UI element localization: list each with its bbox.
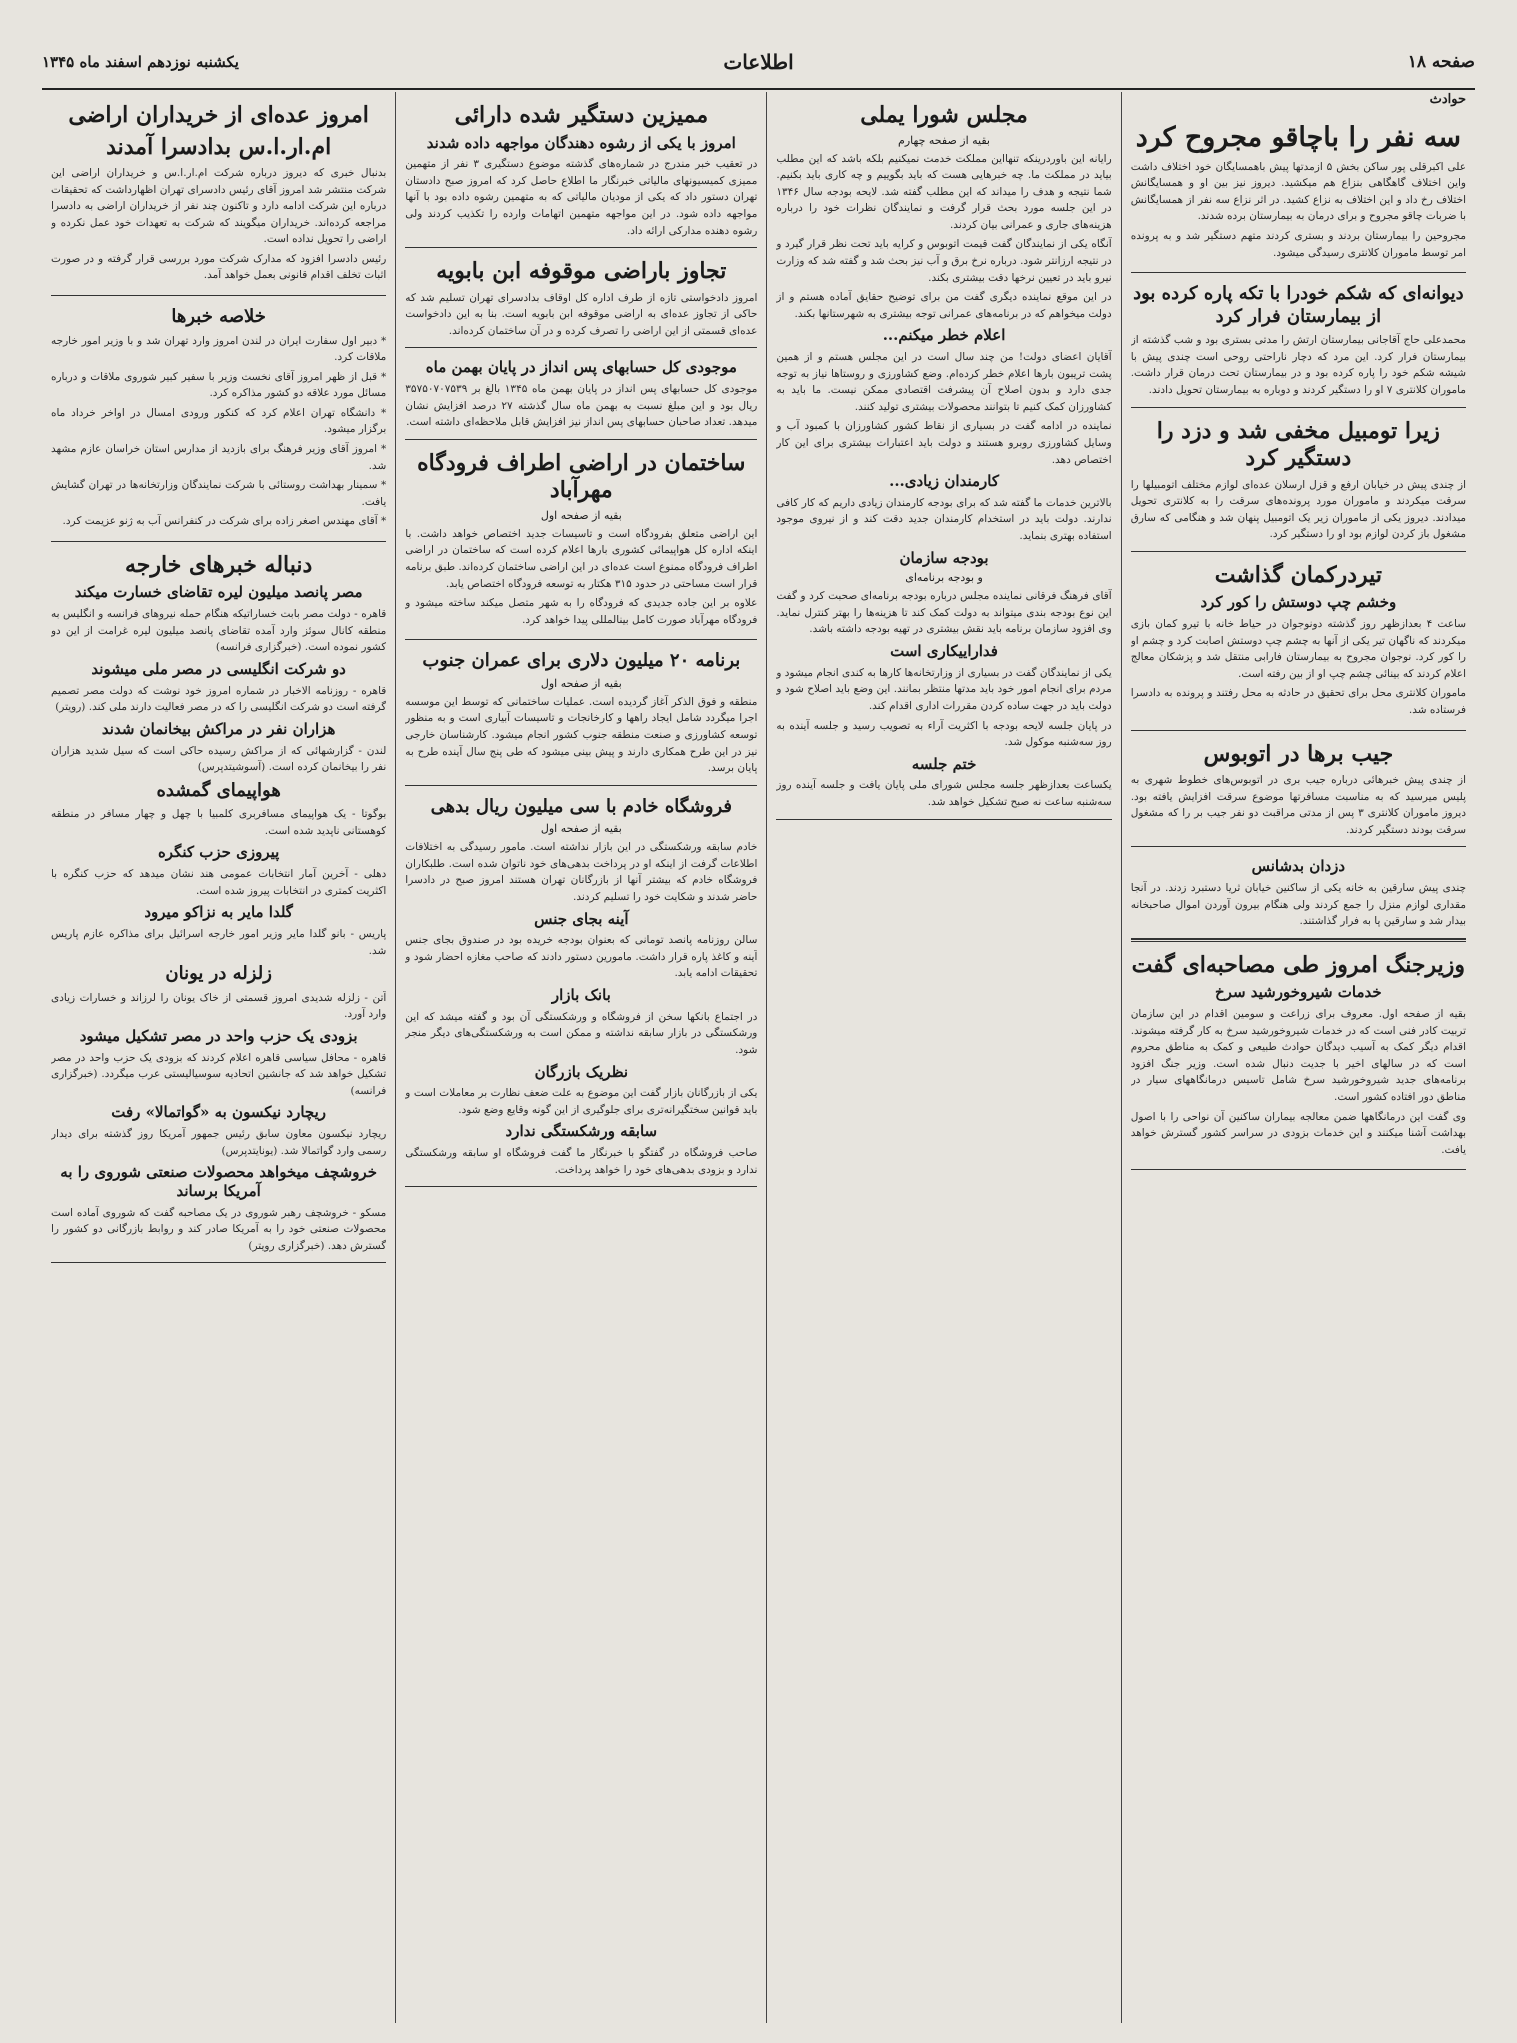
paragraph: بدنبال خبری که دیروز درباره شرکت ام.ار.ا.س و خریداران اراضی این شرکت منتشر شد امروز آقای رئیس دادسرای تهران اظهارداشت که تحقیقات درباره این شرکت ادامه دارد و تاکنون چند نفر از خریداران اراضی به دادسرا مراجعه کرده‌اند. خریداران میگویند که شرکت به تعهدات خود عمل نکرده و اراضی را تحویل نداده است. [50, 167, 387, 246]
article-endowment-land [405, 248, 757, 348]
article-knife-attack [1131, 111, 1466, 273]
column-incidents [1121, 92, 1475, 2023]
section-label: حوادث [1429, 92, 1466, 107]
subheadline: بانک بازار [551, 986, 611, 1005]
continuation-note: بقیه از صفحه چهارم [898, 133, 990, 147]
subheadline: هواپیمای گمشده [156, 779, 281, 801]
article-body [1131, 159, 1466, 261]
page-number: صفحه ۱۸ [1407, 52, 1475, 72]
headline: ساختمان در اراضی اطراف فرودگاه مهرآباد [417, 449, 746, 504]
summary-item: * قبل از ظهر امروز آقای نخست وزیر با سفیر کبیر شوروی ملاقات و درباره مسائل مورد علاقه دو کشور مذاکره کرد. [50, 370, 387, 400]
paragraph: علاوه بر این جاده جدیدی که فرودگاه را به شهر متصل میکند ساخته میشود و فرودگاه مهرآباد صورت کامل بینالمللی پیدا خواهد کرد. [405, 597, 758, 626]
news-summary-box [51, 296, 386, 542]
summary-item: * سمینار بهداشت روستائی با شرکت نمایندگان وزارتخانه‌ها در تهران گشایش یافت. [50, 479, 387, 508]
paragraph: از چندی پیش در خیابان ارفع و قزل ارسلان عده‌ای لوازم مختلف اتومبیلها را سرقت میکردند و ماموران مورد پرونده‌های سرقت را به کلانتری تحویل میدادند. دیروز یکی از ماموران زیر یک اتومبیل پنهان شد و هنگامی که سارق مشغول باز کردن لوازم بود او را دستگیر کرد. [1130, 478, 1466, 541]
subheadline: فداراییکاری است [890, 642, 998, 661]
subheadline: دو شرکت انگلیسی در مصر ملی میشوند [91, 659, 346, 678]
paragraph: نماینده در ادامه گفت در بسیاری از نقاط کشور کشاورزان با کمبود آب و وسایل کشاورزی روبرو هستند و دولت باید اعتبارات بیشتری برای این کار اختصاص دهد. [776, 420, 1112, 466]
paragraph: دهلی - آخرین آمار انتخابات عمومی هند نشان میدهد که حزب کنگره با اکثریت کمتری در انتخابات پیروز شده است. [50, 868, 387, 897]
paragraph: مجروحین را بیمارستان بردند و بستری کردند متهم دستگیر شد و به پرونده امر توسط ماموران کلانتری رسیدگی میشود. [1130, 230, 1466, 259]
headline: وزیرجنگ امروز طی مصاحبه‌ای گفت [1131, 951, 1466, 978]
article-body [776, 349, 1111, 468]
headline: فروشگاه خادم با سی میلیون ریال بدهی [430, 795, 732, 817]
paragraph: قاهره - روزنامه الاخبار در شماره امروز خود نوشت که دولت مصر تصمیم گرفته است دو شرکت انگلیسی را که در مصر فعالیت دارند ملی کند. (رویتر) [50, 684, 387, 714]
summary-item: * امروز آقای وزیر فرهنگ برای بازدید از مدارس استان خراسان عازم مشهد شد. [50, 443, 387, 472]
paragraph: امروز دادخواستی تازه از طرف اداره کل اوقاف بدادسرای تهران تسلیم شد که حاکی از تجاوز عده‌ای به اراضی موقوفه ابن بابویه است. بنا به این دادخواست عده‌ای قسمتی از این اراضی را تصرف کرده و در آن ساختمان کرده‌اند. [405, 291, 758, 337]
paragraph: مسکو - خروشچف رهبر شوروی در یک مصاحبه گفت که شوروی آماده است محصولات صنعتی خود را به آمریکا صادر کند و روابط بازرگانی دو کشور را گسترش دهد. (خبرگزاری رویتر) [50, 1206, 387, 1252]
headline: موجودی کل حسابهای پس انداز در پایان بهمن ماه [425, 358, 737, 377]
paragraph: یکی از بازرگانان بازار گفت این موضوع به علت ضعف نظارت بر معاملات است و باید قوانین سختگیرانه‌تری برای جلوگیری از این گونه وقایع وضع شود. [405, 1087, 758, 1116]
subheadline: آینه بجای جنس [534, 909, 629, 928]
continuation-note: بقیه از صفحه اول [540, 508, 622, 522]
article-airport-land [405, 440, 757, 640]
paragraph: علی اکبرقلی پور ساکن بخش ۵ ازمدتها پیش باهمسایگان خود اختلاف داشت واین اختلاف گاهگاهی بنزاع هم میکشید. دیروز نیز بین او و همسایگانش اختلاف رخ داد و این اختلاف به نزاع کشید. در اثر نزاع سه نفر از همسایگانش با ضربات چاقو مجروح و برای درمان به بیمارستان برده شدند. [1130, 160, 1466, 223]
article-body [1131, 1006, 1466, 1158]
column-finance [395, 92, 766, 2023]
article-war-minister [1131, 939, 1466, 1170]
article-khadem-store [405, 786, 757, 1188]
paragraph: در این موقع نماینده دیگری گفت من برای توضیح حقایق آماده هستم و از دولت میخواهم که در برنامه‌های عمرانی توجه بیشتری به شهرستانها بکند. [776, 291, 1112, 320]
subheadline: زلزله در یونان [165, 963, 272, 985]
paragraph: قاهره - محافل سیاسی قاهره اعلام کردند که بزودی یک حزب واحد در مصر تشکیل خواهد شد که جانشین اتحادیه سوسیالیستی عرب میگردد. (خبرگزاری فرانسه) [50, 1051, 387, 1097]
paragraph: محمدعلی حاج آقاجانی بیمارستان ارتش را مدتی بستری بود و شب گذشته از بیمارستان فرار کرد. این مرد که دچار ناراحتی روحی است چندی پیش با شیشه شکم خود را پاره کرده بود و در بیمارستان تحت درمان قرار داشت. ماموران کلانتری ۷ او را دستگیر کردند و دوباره به بیمارستان تحویل دادند. [1130, 334, 1466, 396]
summary-item: * دبیر اول سفارت ایران در لندن امروز وارد تهران شد و با وزیر امور خارجه ملاقات کرد. [50, 334, 387, 364]
foreign-news [51, 542, 386, 1264]
article-land-buyers [51, 92, 386, 296]
headline-line-2: ام.ار.ا.س بدادسرا آمدند [106, 133, 332, 160]
article-body [51, 165, 386, 284]
box-title: خلاصه خبرها [171, 306, 266, 328]
paragraph: بقیه از صفحه اول. معروف برای زراعت و سومین اقدام در این سازمان تربیت کادر فنی است که در خدمات شیروخورشید سرخ به کار گرفته میشوند. اقدام دیگر کمک به آسیب دیدگان حوادث طبیعی و کمک به مناطق محروم است که در سالهای اخیر با جدیت دنبال شده است. وزیر جنگ افزود برنامه‌های جدید شیروخورشید سرخ شامل تاسیس درمانگاههای سیار در مناطق دور افتاده کشور است. [1130, 1008, 1466, 1103]
paragraph: ماموران کلانتری محل برای تحقیق در حادثه به محل رفتند و پرونده به دادسرا فرستاده شد. [1130, 687, 1466, 716]
column-foreign-news [42, 92, 395, 2023]
article-savings [405, 348, 757, 439]
paragraph: یکساعت بعدازظهر جلسه مجلس شورای ملی پایان یافت و جلسه آینده روز سه‌شنبه ساعت نه صبح تشکیل خواهد شد. [776, 779, 1112, 809]
paragraph: وی گفت این درمانگاهها ضمن معالجه بیماران ساکنین آن نواحی را با اصول بهداشت آشنا میکنند و این خدمات بزودی در سراسر کشور گسترش خواهد یافت. [1130, 1110, 1466, 1156]
paragraph: رئیس دادسرا افزود که مدارک شرکت مورد بررسی قرار گرفته و در صورت اثبات تخلف اقدام قانونی بعمل خواهد آمد. [50, 252, 387, 282]
paragraph: چندی پیش سارقین به خانه یکی از ساکنین خیابان ثریا دستبرد زدند. در آنجا مقداری لوازم منزل را جمع کردند ولی هنگام بیرون آوردن اموال صاحبخانه بیدار شد و سارقین پا به فرار گذاشتند. [1130, 882, 1466, 928]
issue-date: یکشنبه نوزدهم اسفند ماه ۱۳۴۵ [42, 53, 239, 71]
article-arrow-injury [1131, 552, 1466, 731]
headline: دزدان بدشانس [1251, 857, 1346, 876]
paragraph: پاریس - بانو گلدا مایر وزیر امور خارجه اسرائیل برای مذاکره عازم پاریس شد. [50, 928, 387, 957]
summary-item: * آقای مهندس اصغر زاده برای شرکت در کنفرانس آب به ژنو عزیمت کرد. [62, 515, 387, 528]
columns [42, 92, 1475, 2023]
paragraph: ساعت ۴ بعدازظهر روز گذشته دونوجوان در حیاط خانه با تیرو کمان بازی میکردند که ناگهان تیر یکی از آنها به چشم چپ دوستش اصابت کرد و چشم او را کور کرد. نوجوان مجروح به بیمارستان فارابی منتقل شد و پزشکان معالج اعلام کردند که بینائی چشم چپ او از بین رفته است. [1130, 618, 1466, 680]
article-tax-assessors [405, 92, 757, 248]
paragraph: این اراضی متعلق بفرودگاه است و تاسیسات جدید اختصاص خواهد داشت. با اینکه اداره کل هواپیمائی کشوری بارها اعلام کرده است که ساختمان در اراضی اطراف فرودگاه ممنوع است عده‌ای در این اراضی ساختمان کرده‌اند. طبق برنامه قرار است مساحتی در حدود ۳۱۵ هکتار به توسعه فرودگاه اختصاص یابد. [405, 527, 758, 590]
article-south-development [405, 640, 757, 785]
subheadline: ختم جلسه [911, 754, 977, 773]
subheadline: خروشچف میخواهد محصولات صنعتی شوروی را به آمریکا برساند [60, 1163, 377, 1200]
article-pickpockets [1131, 731, 1466, 848]
subheadline: ریچارد نیکسون به «گواتمالا» رفت [111, 1103, 327, 1122]
subheadline: اعلام خطر میکنم... [882, 326, 1006, 345]
paragraph: در اجتماع بانکها سخن از فروشگاه و ورشکستگی آن بود و گفته میشد که این ورشکستگی در بازار سابقه نداشته و ممکن است به ورشکستگی‌های دیگر منجر شود. [405, 1010, 758, 1056]
paragraph: در تعقیب خبر مندرج در شماره‌های گذشته موضوع دستگیری ۳ نفر از متهمین ممیزی کمیسیونهای مالیاتی خبرنگار ما اطلاع حاصل کرد که امروز صبح دادستان تهران دستور داد که یکی از مودیان مالیاتی که به متهمین رشوه داده بود با آنها مواجهه داده شود. در این مواجهه متهمین اتهامات وارده را تکذیب کردند ولی رشوه دهنده مدارکی ارائه داد. [405, 158, 758, 237]
article-unlucky-thieves [1131, 847, 1466, 938]
headline: برنامه ۲۰ میلیون دلاری برای عمران جنوب [422, 650, 741, 672]
continuation-note: بقیه از صفحه اول [540, 676, 622, 690]
paragraph: منطقه و فوق الذکر آغاز گردیده است. عملیات ساختمانی که توسط این موسسه اجرا میگردد شامل ایجاد راهها و کارخانجات و تاسیسات آبیاری است و به منظور توسعه کشاورزی و صنعت منطقه جنوب کشور انجام میشود. کارشناسان خارجی نیز در این طرح همکاری دارند و پیش بینی میشود که طی پنج سال آینده طرح به پایان برسد. [405, 695, 758, 775]
article-body [776, 151, 1111, 323]
article-body [1131, 616, 1466, 718]
newspaper-name: اطلاعات [723, 50, 794, 74]
subheadline: بودجه سازمان [899, 548, 989, 567]
masthead [42, 36, 1475, 90]
paragraph: در پایان جلسه لایحه بودجه با اکثریت آراء به تصویب رسید و جلسه آینده به روز سه‌شنبه موکول شد. [776, 719, 1112, 749]
subheadline: مصر پانصد میلیون لیره تقاضای خسارت میکند [74, 583, 363, 602]
headline: ممیزین دستگیر شده دارائی [454, 102, 709, 128]
subheadline: امروز با یکی از رشوه دهندگان مواجهه داده شدند [426, 133, 736, 152]
paragraph: خادم سابقه ورشکستگی در این بازار نداشته است. مامور رسیدگی به اختلافات اطلاعات گرفت از اینکه او در پرداخت بدهی‌های خود ناتوان شده است. طلبکاران فروشگاه خادم که بیشتر آنها از بازرگانان تهران هستند امروز صبح در دادسرا حاضر شدند و شکایت خود را تسلیم کردند. [405, 841, 758, 903]
subheadline: سابقه ورشکستگی ندارد [505, 1122, 658, 1141]
subheadline: وخشم چپ دوستش را کور کرد [1200, 593, 1397, 612]
paragraph: آتن - زلزله شدیدی امروز قسمتی از خاک یونان را لرزاند و خسارات زیادی وارد آورد. [50, 991, 387, 1021]
article-body [776, 665, 1111, 751]
paragraph: آنگاه یکی از نمایندگان گفت قیمت اتوبوس و کرایه باید تحت نظر قرار گیرد و در نتیجه ارزانتر شود. درباره نرخ برق و آب نیز بحث شد و گفته شد که وزارت نیرو باید در تعیین نرخها دقت بیشتری بکند. [776, 238, 1112, 284]
paragraph: از چندی پیش خبرهائی درباره جیب بری در اتوبوس‌های خطوط شهری به پلیس میرسید که به مناسبت مسافرتها موضوع سرقت افزایش یافته بود. دیروز ماموران کلانتری ۳ پس از مدتی مراقبت دو نفر جیب بر را که مشغول سرقت بودند دستگیر کردند. [1130, 774, 1466, 836]
headline: جیب برها در اتوبوس [1203, 740, 1394, 767]
headline: مجلس شورا یملی [860, 102, 1028, 128]
headline: دیوانه‌ای که شکم خودرا با تکه پاره کرده بود از بیمارستان فرار کرد [1133, 283, 1464, 327]
paragraph: ریچارد نیکسون معاون سابق رئیس جمهور آمریکا روز گذشته برای دیدار رسمی وارد گواتمالا شد. (یونایتدپرس) [50, 1128, 387, 1157]
paragraph: رایانه این باوردرینکه تنهااین مملکت خدمت نمیکنیم بلکه باشد که این مطلب بیاید در مملکت ما. چه خبرهایی هست که باید بگوییم و چه کاری باید بکنیم. شما نتیجه و هدف را میداند که این مطلب گفته شد. لایحه بودجه سال ۱۳۴۶ در این جلسه مورد بحث قرار گرفت و نمایندگان نظرات خود را درباره هزینه‌های جاری و عمرانی بیان کردند. [776, 152, 1112, 231]
paragraph: لندن - گزارشهائی که از مراکش رسیده حاکی است که سیل شدید هزاران نفر را بیخانمان کرده است. (آسوشیتدپرس) [50, 744, 387, 774]
headline: زیرا تومبیل مخفی شد و دزد را دستگیر کرد [1156, 417, 1440, 472]
paragraph: بالاترین خدمات ما گفته شد که برای بودجه کارمندان زیادی داریم که کار کافی ندارند. دولت باید در استخدام کارمندان جدید دقت کند و از نیروی موجود استفاده بهتری بنماید. [776, 496, 1112, 542]
article-patient-escape [1131, 273, 1466, 407]
paragraph: آقای فرهنگ فرقانی نماینده مجلس درباره بودجه برنامه‌ای صحبت کرد و گفت این نوع بودجه بندی میتواند به دولت کمک کند تا هزینه‌ها را بهتر کنترل نماید. وی افزود سازمان برنامه باید نقش بیشتری در تهیه بودجه داشته باشد. [776, 590, 1112, 636]
paragraph: قاهره - دولت مصر بابت خساراتیکه هنگام حمله نیروهای فرانسه و انگلیس به منطقه کانال سوئز وارد آمده تقاضای پانصد میلیون لیره غرامت از این دو کشور نموده است. (خبرگزاری فرانسه) [50, 608, 387, 654]
continuation-note: بقیه از صفحه اول [540, 822, 622, 836]
subheadline: پیروزی حزب کنگره [157, 843, 280, 862]
summary-item: * دانشگاه تهران اعلام کرد که کنکور ورودی امسال در اواخر خرداد ماه برگزار میشود. [50, 406, 387, 436]
subheadline-note: و بودجه برنامه‌ای [905, 571, 983, 585]
paragraph: یکی از نمایندگان گفت در بسیاری از وزارتخانه‌ها کارها به کندی انجام میشود و مردم برای انجام امور خود باید مدتها منتظر بمانند. این وضع باید اصلاح شود و دولت باید در جهت ساده کردن مقررات اداری اقدام کند. [776, 666, 1112, 712]
subheadline: کارمندان زیادی... [889, 472, 999, 491]
headline: تیردرکمان گذاشت [1214, 561, 1382, 588]
subheadline: گلدا مایر به نزاکو میرود [144, 903, 293, 922]
headline: امروز عده‌ای از خریداران اراضی [68, 102, 369, 128]
article-car-thief [1131, 408, 1466, 552]
section-headline: دنباله خبرهای خارجه [124, 551, 313, 578]
paragraph: صاحب فروشگاه در گفتگو با خبرنگار ما گفت فروشگاه او سابقه ورشکستگی ندارد و بزودی بدهی‌های خود را خواهد پرداخت. [405, 1147, 758, 1176]
subheadline: نظریک بازرگان [534, 1062, 629, 1081]
paragraph: آقایان اعضای دولت! من چند سال است در این مجلس هستم و از همین پشت تریبون بارها اعلام خطر کرده‌ام. وضع کشاورزی و روستاها نیاز به توجه جدی دارد و بدون اصلاح آن پیشرفت اقتصادی ممکن نیست. ما باید به کشاورزان کمک کنیم تا بتوانند محصولات بیشتری تولید کنند. [776, 351, 1112, 413]
article-body [405, 526, 757, 628]
summary-list [51, 333, 386, 530]
paragraph: موجودی کل حسابهای پس انداز در پایان بهمن ماه ۱۳۴۵ بالغ بر ۳۵۷۵۰۷۰۷۵۳۹ ریال بود و این مبلغ نسبت به بهمن ماه سال گذشته ۲۷ درصد افزایش نشان میدهد. تعداد صاحبان حسابهای پس انداز نیز افزایش قابل ملاحظه‌ای داشته است. [405, 383, 758, 429]
subheadline: هزاران نفر در مراکش بیخانمان شدند [101, 719, 336, 738]
headline: سه نفر را باچاقو مجروح کرد [1135, 122, 1461, 153]
headline: تجاوز باراضی موقوفه ابن بابویه [436, 258, 727, 285]
article-parliament [776, 92, 1111, 820]
subheadline: بزودی یک حزب واحد در مصر تشکیل میشود [79, 1026, 358, 1045]
column-parliament [766, 92, 1120, 2023]
paragraph: سالن روزنامه پانصد تومانی که بعنوان بودجه خریده بود در صندوق بجای جنس آینه و کاغذ پاره قرار داشت. مامورین دستور دادند که صاحب مغازه احضار شود و تحقیقات ادامه یابد. [405, 934, 758, 980]
subheadline: خدمات شیروخورشید سرخ [1214, 983, 1382, 1002]
paragraph: بوگوتا - یک هواپیمای مسافربری کلمبیا با چهل و چهار مسافر در منطقه کوهستانی ناپدید شده است. [50, 808, 387, 837]
